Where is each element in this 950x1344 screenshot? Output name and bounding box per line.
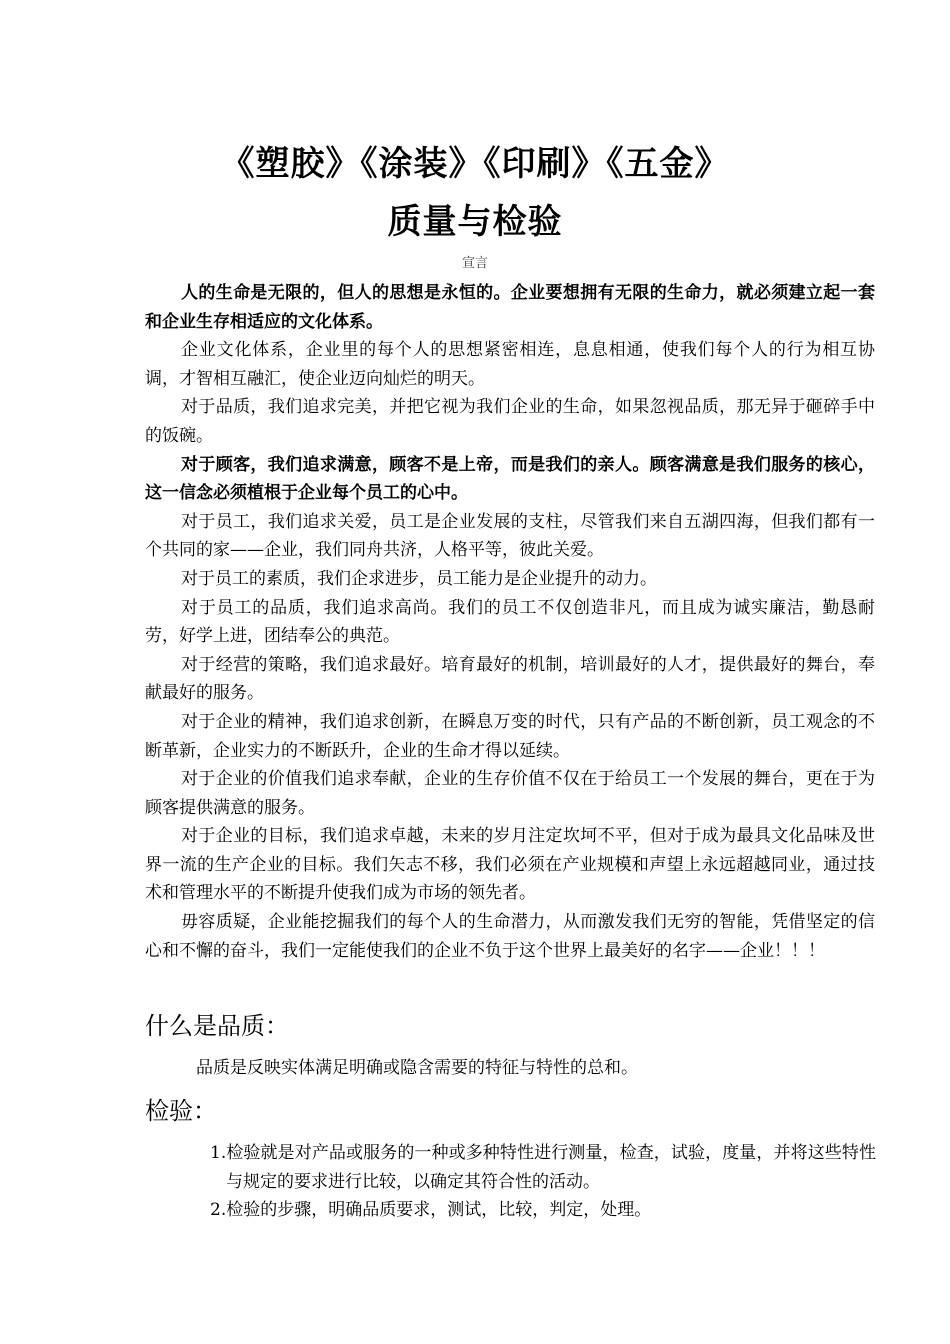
inspection-section-heading: 检验： <box>145 1097 217 1125</box>
quality-definition: 品质是反映实体满足明确或隐含需要的特征与特性的总和。 <box>196 1058 638 1078</box>
inspection-list-item: 2.检验的步骤，明确品质要求，测试，比较，判定，处理。 <box>210 1200 652 1221</box>
manifesto-paragraph: 对于企业的精神，我们追求创新，在瞬息万变的时代，只有产品的不断创新，员工观念的不断革新，企业实力的不断跃升，企业的生命才得以延续。 <box>145 711 875 761</box>
manifesto-body <box>145 279 875 965</box>
document-title-line-2: 质量与检验 <box>387 202 563 242</box>
manifesto-paragraph: 对于企业的目标，我们追求卓越，未来的岁月注定坎坷不平，但对于成为最具文化品味及世界一流的生产企业的目标。我们矢志不移，我们必须在产业规模和声望上永远超越同业，通过技术和管理水平的不断提升使我们成为市场的领先者。 <box>145 826 875 904</box>
manifesto-paragraph: 对于员工，我们追求关爱，员工是企业发展的支柱，尽管我们来自五湖四海，但我们都有一个共同的家——企业，我们同舟共济，人格平等，彼此关爱。 <box>145 511 875 561</box>
document-subtitle: 宣言 <box>461 256 488 271</box>
manifesto-paragraph: 对于员工的品质，我们追求高尚。我们的员工不仅创造非凡，而且成为诚实廉洁，勤恳耐劳，好学上进，团结奉公的典范。 <box>145 597 875 647</box>
manifesto-paragraph: 毋容质疑，企业能挖掘我们的每个人的生命潜力，从而激发我们无穷的智能，凭借坚定的信心和不懈的奋斗，我们一定能使我们的企业不负于这个世界上最美好的名字——企业！！！ <box>145 912 875 961</box>
manifesto-paragraph: 对于品质，我们追求完美，并把它视为我们企业的生命，如果忽视品质，那无异于砸碎手中的饭碗。 <box>145 397 875 446</box>
manifesto-paragraph: 人的生命是无限的，但人的思想是永恒的。企业要想拥有无限的生命力，就必须建立起一套和企业生存相适应的文化体系。 <box>145 283 875 332</box>
document-title-line-1: 《塑胶》《涂装》《印刷》《五金》 <box>220 144 730 184</box>
inspection-list-item: 1.检验就是对产品或服务的一种或多种特性进行测量，检查，试验，度量，并将这些特性与规定的要求进行比较，以确定其符合性的活动。 <box>210 1143 876 1192</box>
inspection-list <box>210 1139 876 1225</box>
manifesto-paragraph: 对于顾客，我们追求满意，顾客不是上帝，而是我们的亲人。顾客满意是我们服务的核心，这一信念必须植根于企业每个员工的心中。 <box>145 454 875 504</box>
quality-section-heading: 什么是品质： <box>145 1012 289 1040</box>
manifesto-paragraph: 对于员工的素质，我们企求进步，员工能力是企业提升的动力。 <box>181 568 657 589</box>
manifesto-paragraph: 对于企业的价值我们追求奉献，企业的生存价值不仅在于给员工一个发展的舞台，更在于为顾客提供满意的服务。 <box>145 769 875 818</box>
manifesto-paragraph: 企业文化体系，企业里的每个人的思想紧密相连，息息相通，使我们每个人的行为相互协调，才智相互融汇，使企业迈向灿烂的明天。 <box>145 340 875 389</box>
manifesto-paragraph: 对于经营的策略，我们追求最好。培育最好的机制，培训最好的人才，提供最好的舞台，奉献最好的服务。 <box>145 654 875 704</box>
